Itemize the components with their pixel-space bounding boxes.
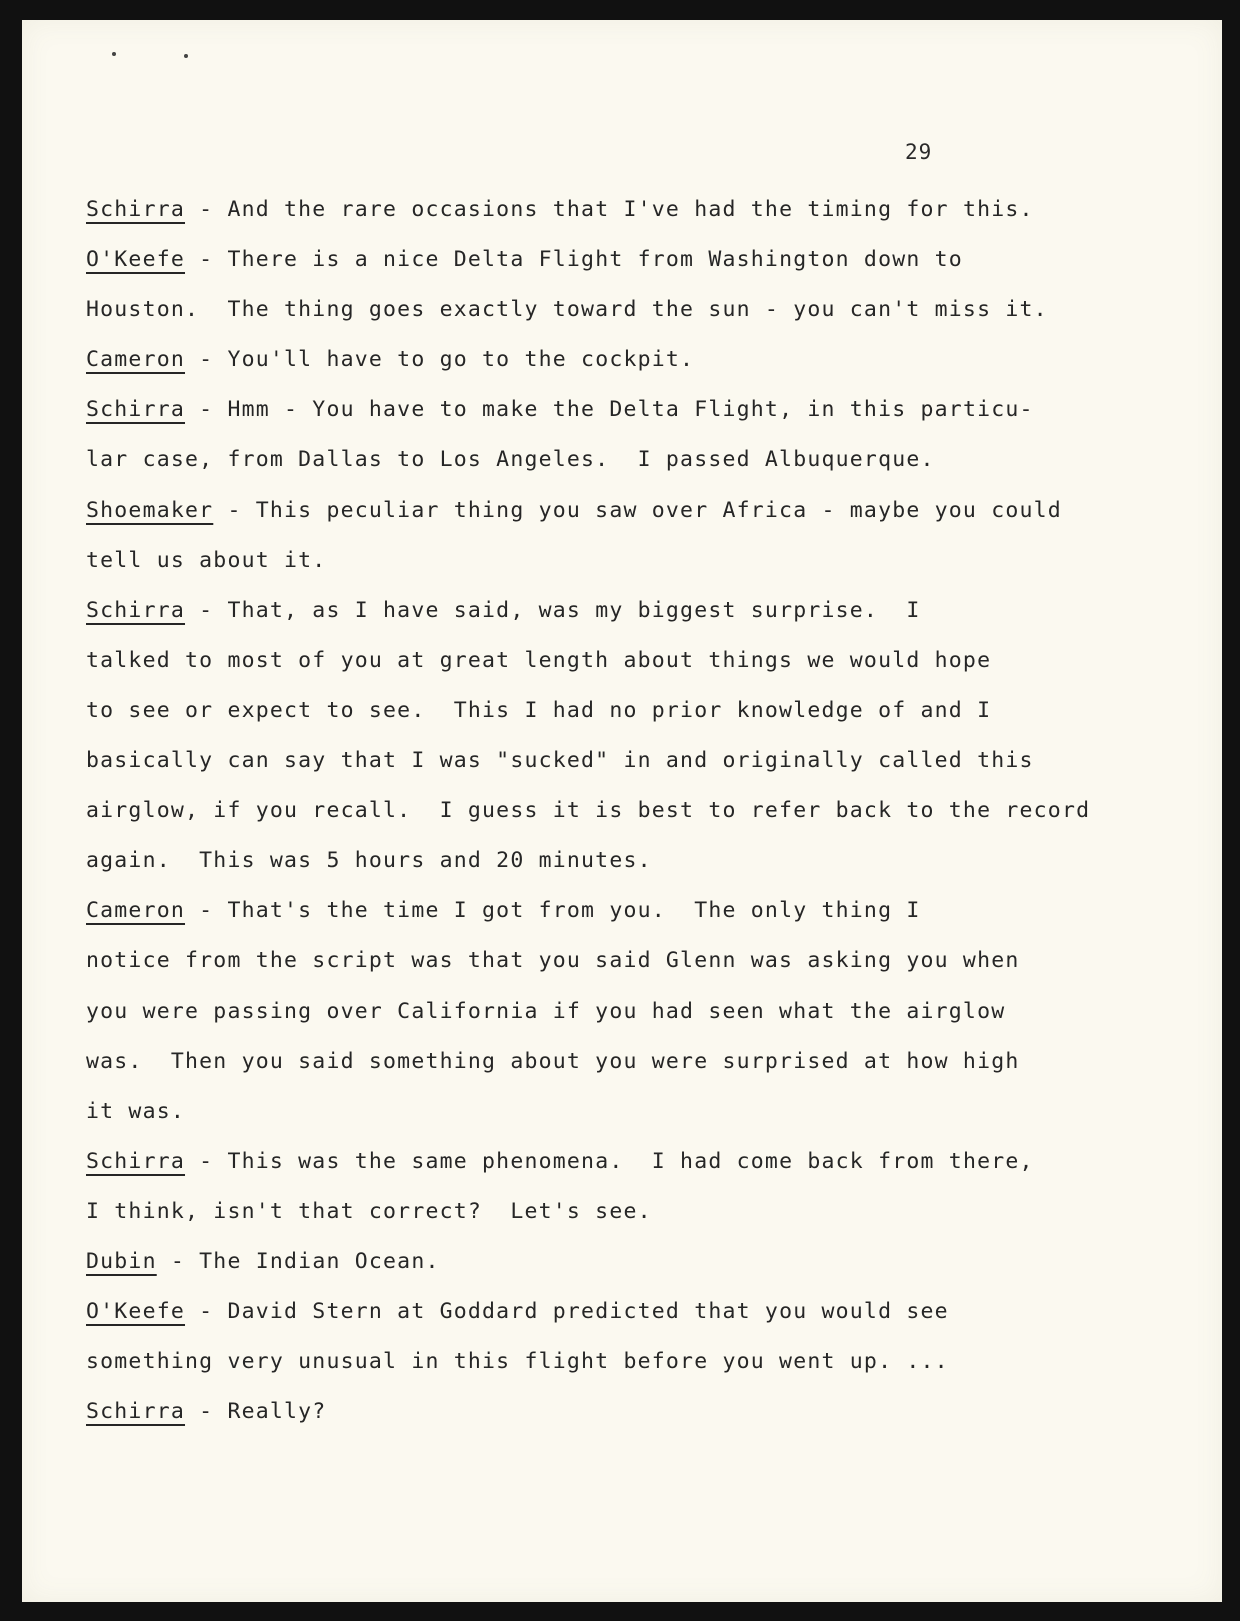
paper-speck bbox=[184, 54, 188, 58]
line-text: basically can say that I was "sucked" in and originally called this bbox=[86, 748, 1034, 774]
transcript-line bbox=[86, 636, 1166, 686]
transcript-line bbox=[86, 686, 1166, 736]
line-text: lar case, from Dallas to Los Angeles. I passed Albuquerque. bbox=[86, 447, 935, 473]
transcript-line bbox=[86, 1337, 1166, 1387]
line-text: again. This was 5 hours and 20 minutes. bbox=[86, 848, 652, 874]
transcript-line bbox=[86, 536, 1166, 586]
transcript-line bbox=[86, 1037, 1166, 1087]
transcript-line bbox=[86, 1187, 1166, 1237]
transcript-line bbox=[86, 786, 1166, 836]
transcript-line bbox=[86, 987, 1166, 1037]
line-text: - The Indian Ocean. bbox=[156, 1248, 440, 1274]
transcript-line bbox=[86, 1087, 1166, 1137]
transcript-line bbox=[86, 836, 1166, 886]
speaker-name: Schirra bbox=[86, 597, 186, 623]
transcript-line bbox=[86, 1287, 1166, 1337]
transcript-line bbox=[86, 285, 1166, 335]
transcript-line bbox=[86, 435, 1166, 485]
transcript-line bbox=[86, 936, 1166, 986]
line-text: was. Then you said something about you were surprised at how high bbox=[86, 1048, 1020, 1074]
transcript-line bbox=[86, 1237, 1166, 1287]
line-text: - That's the time I got from you. The only thing I bbox=[185, 898, 921, 924]
line-text: - This was the same phenomena. I had come back from there, bbox=[185, 1148, 1034, 1174]
paper-speck bbox=[112, 52, 116, 56]
line-text: - Really? bbox=[185, 1399, 327, 1425]
transcript-line bbox=[86, 1387, 1166, 1437]
line-text: I think, isn't that correct? Let's see. bbox=[86, 1198, 652, 1224]
line-text: talked to most of you at great length about things we would hope bbox=[86, 647, 992, 673]
line-text: notice from the script was that you said Glenn was asking you when bbox=[86, 948, 1020, 974]
transcript-line bbox=[86, 1137, 1166, 1187]
line-text: - David Stern at Goddard predicted that you would see bbox=[185, 1299, 949, 1325]
speaker-name: Cameron bbox=[86, 347, 186, 373]
line-text: - You'll have to go to the cockpit. bbox=[185, 347, 695, 373]
speaker-name: Cameron bbox=[86, 898, 186, 924]
transcript-line bbox=[86, 486, 1166, 536]
transcript-line bbox=[86, 736, 1166, 786]
speaker-name: Schirra bbox=[86, 1399, 186, 1425]
line-text: - And the rare occasions that I've had the timing for this. bbox=[185, 197, 1034, 222]
speaker-name: Schirra bbox=[86, 197, 186, 222]
line-text: - Hmm - You have to make the Delta Flight, in this particu- bbox=[185, 397, 1034, 423]
line-text: airglow, if you recall. I guess it is best to refer back to the record bbox=[86, 798, 1091, 824]
line-text: it was. bbox=[86, 1098, 186, 1124]
line-text: something very unusual in this flight before you went up. ... bbox=[86, 1349, 949, 1375]
line-text: - This peculiar thing you saw over Africa - maybe you could bbox=[213, 497, 1062, 523]
transcript-line bbox=[86, 385, 1166, 435]
line-text: - That, as I have said, was my biggest surprise. I bbox=[185, 597, 921, 623]
transcript-line bbox=[86, 886, 1166, 936]
line-text: Houston. The thing goes exactly toward the sun - you can't miss it. bbox=[86, 297, 1048, 323]
transcript-line bbox=[86, 335, 1166, 385]
transcript-line bbox=[86, 185, 1166, 235]
speaker-name: Schirra bbox=[86, 1148, 186, 1174]
speaker-name: O'Keefe bbox=[86, 1299, 186, 1325]
speaker-name: Dubin bbox=[86, 1248, 157, 1274]
speaker-name: Shoemaker bbox=[86, 497, 214, 523]
transcript-body bbox=[86, 185, 1166, 1437]
line-text: to see or expect to see. This I had no prior knowledge of and I bbox=[86, 697, 992, 723]
speaker-name: Schirra bbox=[86, 397, 186, 423]
line-text: tell us about it. bbox=[86, 547, 327, 573]
line-text: you were passing over California if you had seen what the airglow bbox=[86, 998, 1006, 1024]
line-text: - There is a nice Delta Flight from Washington down to bbox=[185, 247, 963, 273]
transcript-line bbox=[86, 235, 1166, 285]
page-number: 29 bbox=[905, 140, 933, 164]
speaker-name: O'Keefe bbox=[86, 247, 186, 273]
transcript-line bbox=[86, 586, 1166, 636]
